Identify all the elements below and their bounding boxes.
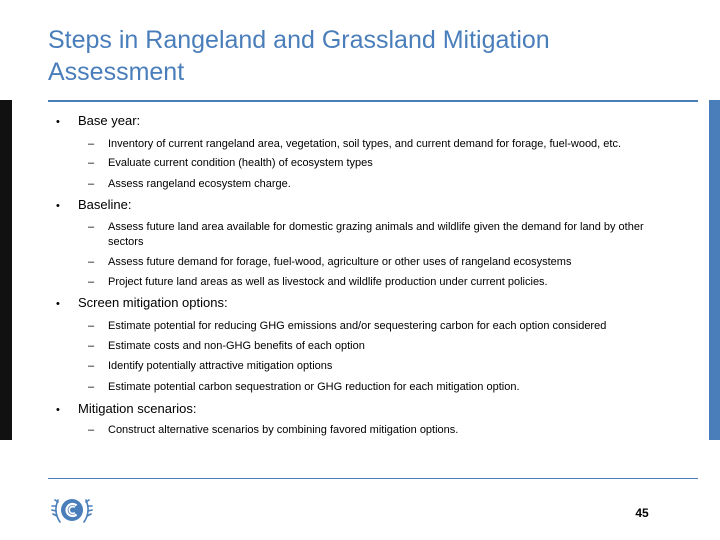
list-item: Project future land areas as well as livestock and wildlife production under current policies. [108,276,548,288]
dash-marker: – [88,138,95,150]
list-item: Assess rangeland ecosystem charge. [108,178,291,190]
list-item: Construct alternative scenarios by combining favored mitigation options. [108,424,459,436]
bullet-marker: • [56,116,60,128]
dash-marker: – [88,340,95,352]
footer-divider [48,478,698,479]
list-item: Estimate costs and non-GHG benefits of each option [108,340,365,352]
dash-marker: – [88,320,95,332]
dash-marker: – [88,178,95,190]
section-heading-baseline: Baseline: [78,197,132,212]
list-item: Estimate potential for reducing GHG emissions and/or sequestering carbon for each option considered [108,320,607,332]
dash-marker: – [88,157,95,169]
bullet-marker: • [56,298,60,310]
unfccc-logo-icon [48,490,96,530]
list-item: Evaluate current condition (health) of ecosystem types [108,157,373,169]
dash-marker: – [88,276,95,288]
dash-marker: – [88,256,95,268]
section-heading-scenarios: Mitigation scenarios: [78,401,197,416]
dash-marker: – [88,221,95,233]
dash-marker: – [88,424,95,436]
slide-title: Steps in Rangeland and Grassland Mitigation Assessment [48,26,550,86]
page-number: 45 [635,506,649,520]
bullet-marker: • [56,200,60,212]
list-item: Identify potentially attractive mitigation options [108,360,333,372]
dash-marker: – [88,381,95,393]
list-item: Assess future demand for forage, fuel-wood, agriculture or other uses of rangeland ecosystems [108,256,572,268]
list-item: Estimate potential carbon sequestration or GHG reduction for each mitigation option. [108,381,520,393]
dash-marker: – [88,360,95,372]
bullet-marker: • [56,404,60,416]
section-heading-base-year: Base year: [78,113,141,128]
list-item: Assess future land area available for domestic grazing animals and wildlife given the demand for land by other sectors [108,221,644,248]
section-heading-screen-options: Screen mitigation options: [78,295,228,310]
list-item: Inventory of current rangeland area, vegetation, soil types, and current demand for forage, fuel-wood, etc. [108,138,622,150]
